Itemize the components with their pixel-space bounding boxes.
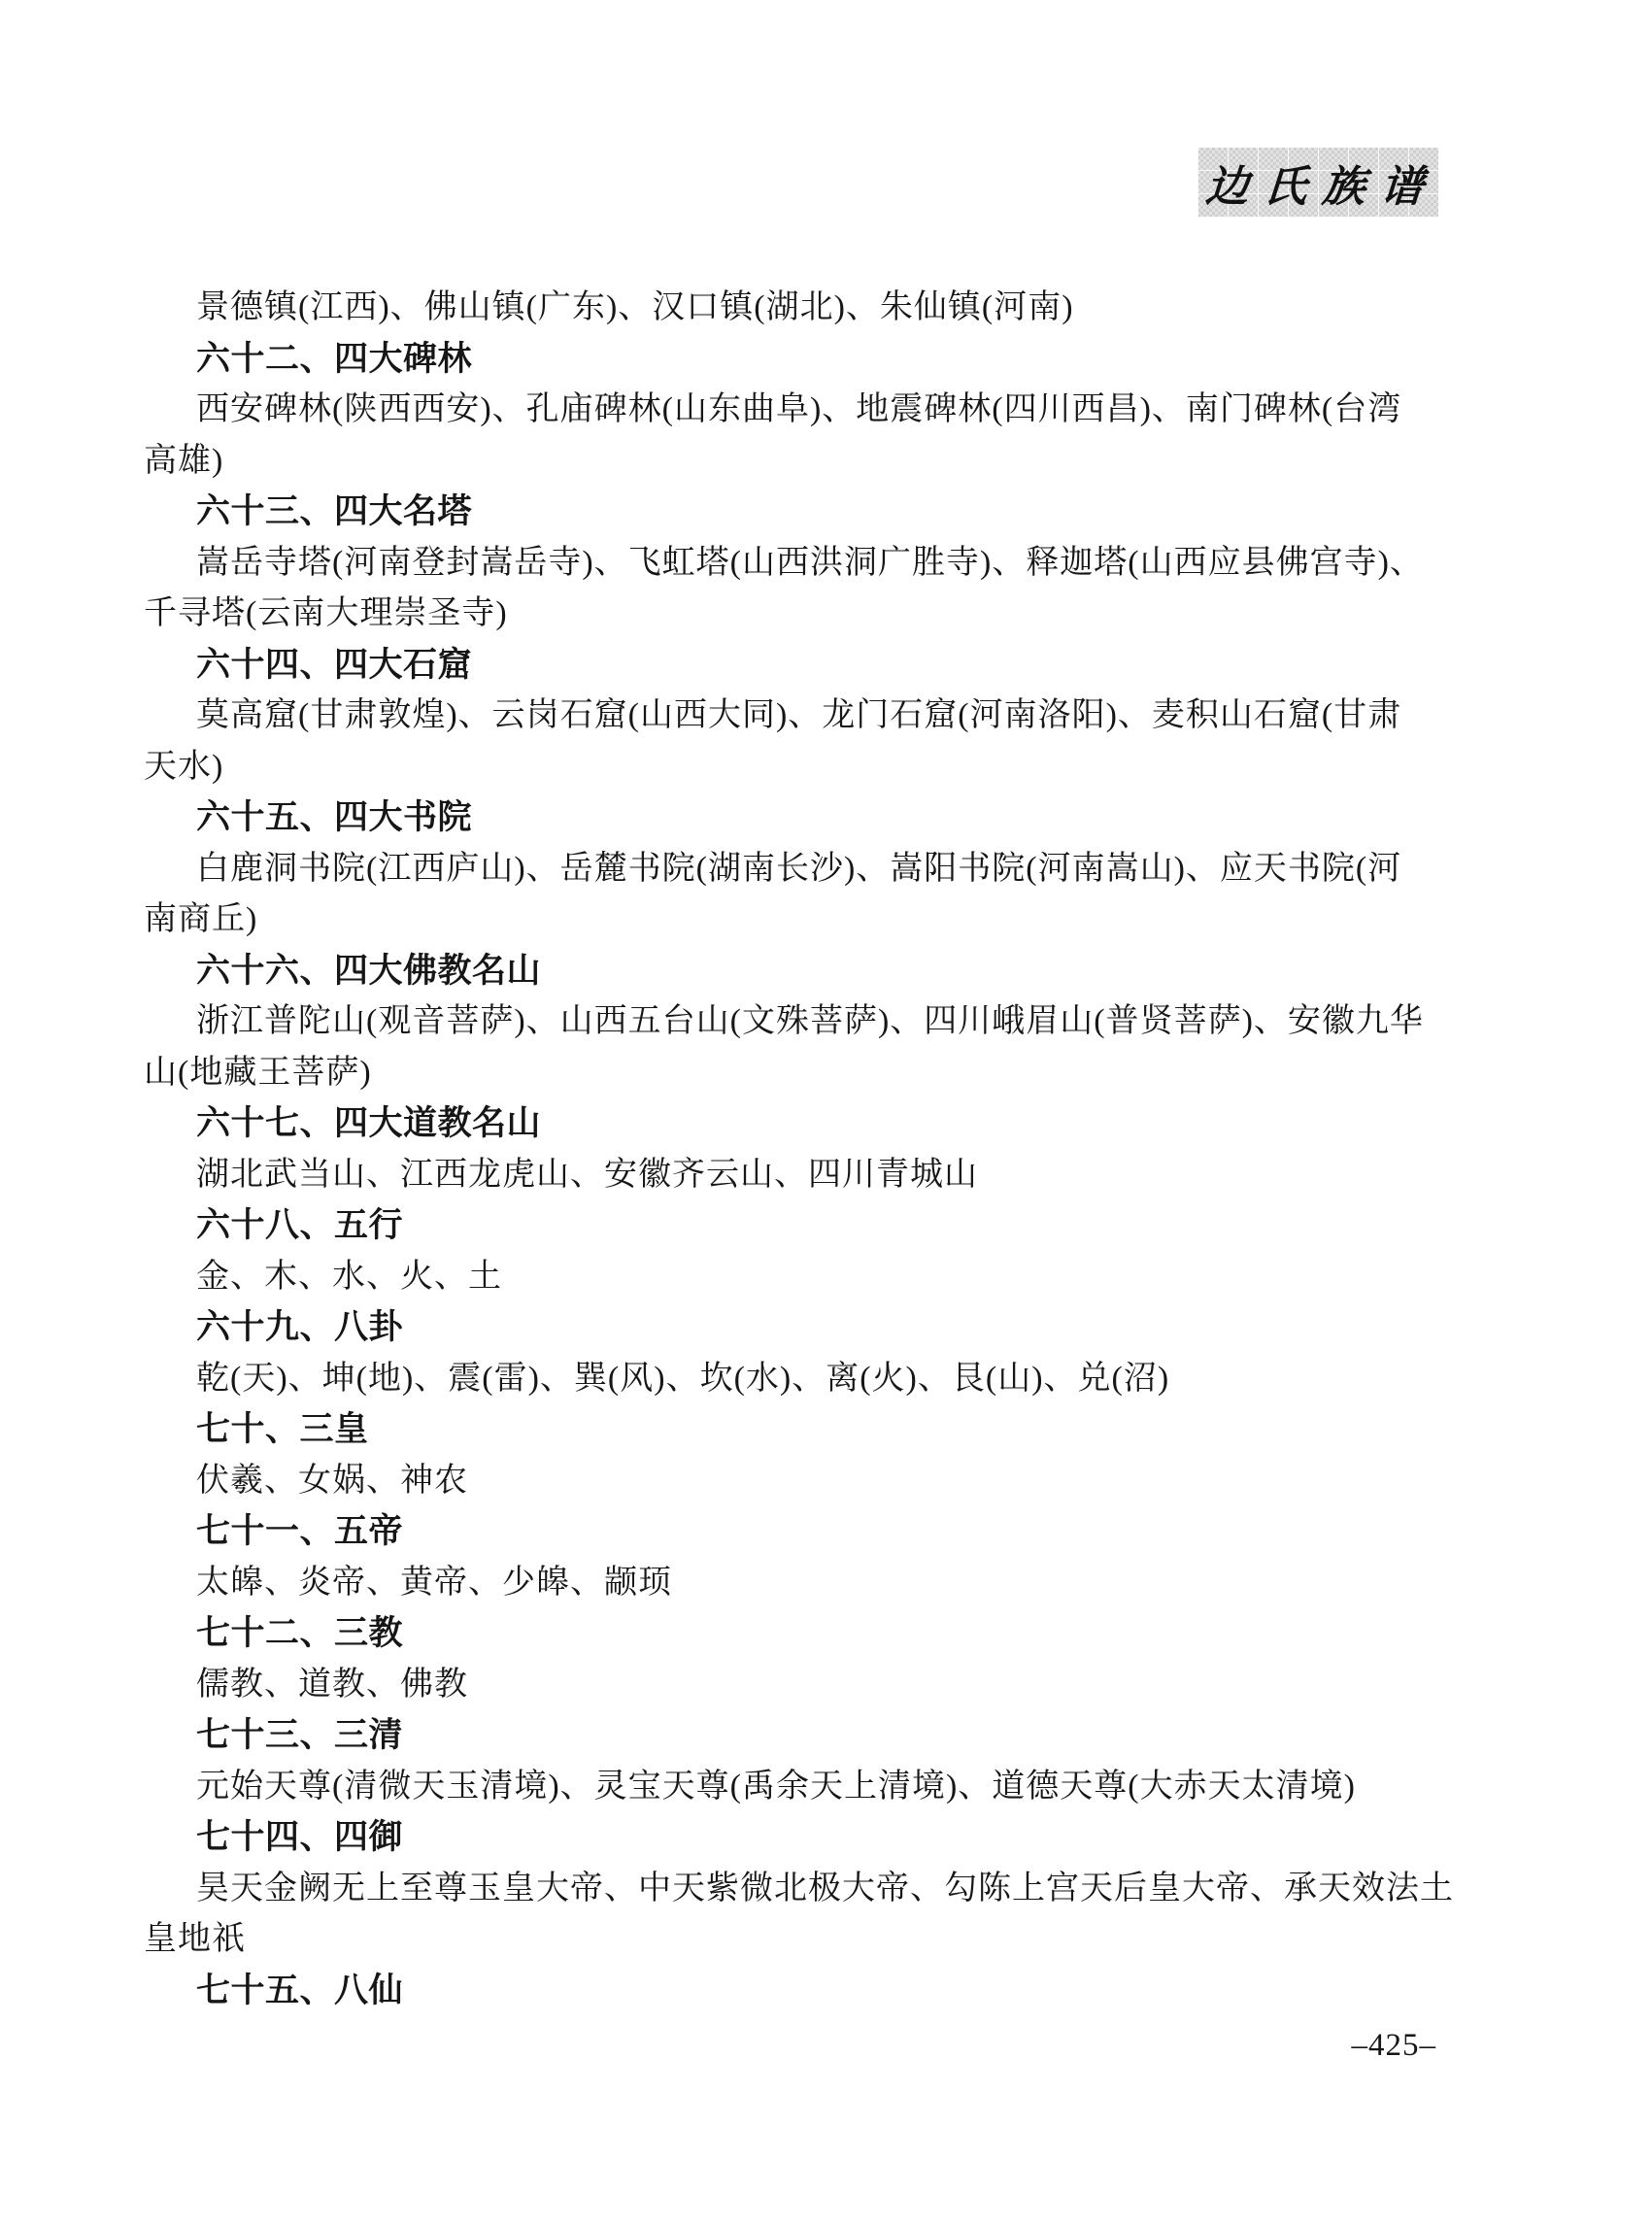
text-line: 伏羲、女娲、神农 — [196, 1462, 468, 1499]
page-number: –425– — [1351, 2028, 1436, 2063]
text-line: 金、木、水、火、土 — [196, 1258, 502, 1295]
text-line: 西安碑林(陕西西安)、孔庙碑林(山东曲阜)、地震碑林(四川西昌)、南门碑林(台湾 — [196, 391, 1402, 427]
section-heading: 六十四、四大石窟 — [196, 645, 473, 684]
section-heading: 六十八、五行 — [196, 1206, 404, 1244]
text-line: 元始天尊(清微天玉清境)、灵宝天尊(禹余天上清境)、道德天尊(大赤天太清境) — [196, 1768, 1356, 1804]
text-line: 儒教、道教、佛教 — [196, 1666, 468, 1703]
section-heading: 七十二、三教 — [196, 1614, 404, 1652]
text-line: 昊天金阙无上至尊玉皇大帝、中天紫微北极大帝、勾陈上宫天后皇大帝、承天效法土 — [196, 1870, 1454, 1906]
section-heading: 六十二、四大碑林 — [196, 339, 473, 378]
section-heading: 六十五、四大书院 — [196, 798, 473, 836]
section-heading: 七十三、三清 — [196, 1716, 404, 1754]
section-heading: 七十、三皇 — [196, 1410, 369, 1448]
text-line: 莫高窟(甘肃敦煌)、云岗石窟(山西大同)、龙门石窟(河南洛阳)、麦积山石窟(甘肃 — [196, 697, 1402, 733]
text-line: 景德镇(江西)、佛山镇(广东)、汉口镇(湖北)、朱仙镇(河南) — [196, 289, 1074, 325]
page-header-title: 边氏族谱 — [1203, 162, 1441, 212]
section-heading: 七十一、五帝 — [196, 1512, 404, 1550]
section-heading: 六十九、八卦 — [196, 1308, 404, 1346]
section-heading: 六十七、四大道教名山 — [196, 1104, 542, 1142]
text-line: 天水) — [144, 748, 224, 785]
section-heading: 六十三、四大名塔 — [196, 492, 473, 530]
section-heading: 七十四、四御 — [196, 1818, 404, 1856]
text-line: 山(地藏王菩萨) — [144, 1054, 372, 1091]
text-line: 皇地祇 — [144, 1921, 246, 1957]
text-line: 湖北武当山、江西龙虎山、安徽齐云山、四川青城山 — [196, 1156, 978, 1193]
header-banner — [1197, 148, 1441, 218]
text-line: 浙江普陀山(观音菩萨)、山西五台山(文殊菩萨)、四川峨眉山(普贤菩萨)、安徽九华 — [196, 1003, 1424, 1039]
section-heading: 六十六、四大佛教名山 — [196, 951, 542, 990]
content — [144, 283, 1454, 2016]
text-line: 千寻塔(云南大理崇圣寺) — [144, 595, 508, 631]
text-line: 嵩岳寺塔(河南登封嵩岳寺)、飞虹塔(山西洪洞广胜寺)、释迦塔(山西应县佛宫寺)、 — [196, 544, 1424, 581]
section-heading: 七十五、八仙 — [196, 1971, 404, 2009]
text-line: 南商丘) — [144, 901, 258, 937]
text-line: 高雄) — [144, 442, 224, 479]
text-line: 乾(天)、坤(地)、震(雷)、巽(风)、坎(水)、离(火)、艮(山)、兑(沼) — [196, 1360, 1170, 1397]
text-line: 白鹿洞书院(江西庐山)、岳麓书院(湖南长沙)、嵩阳书院(河南嵩山)、应天书院(河 — [196, 850, 1402, 887]
text-line: 太皞、炎帝、黄帝、少皞、颛顼 — [196, 1564, 672, 1601]
